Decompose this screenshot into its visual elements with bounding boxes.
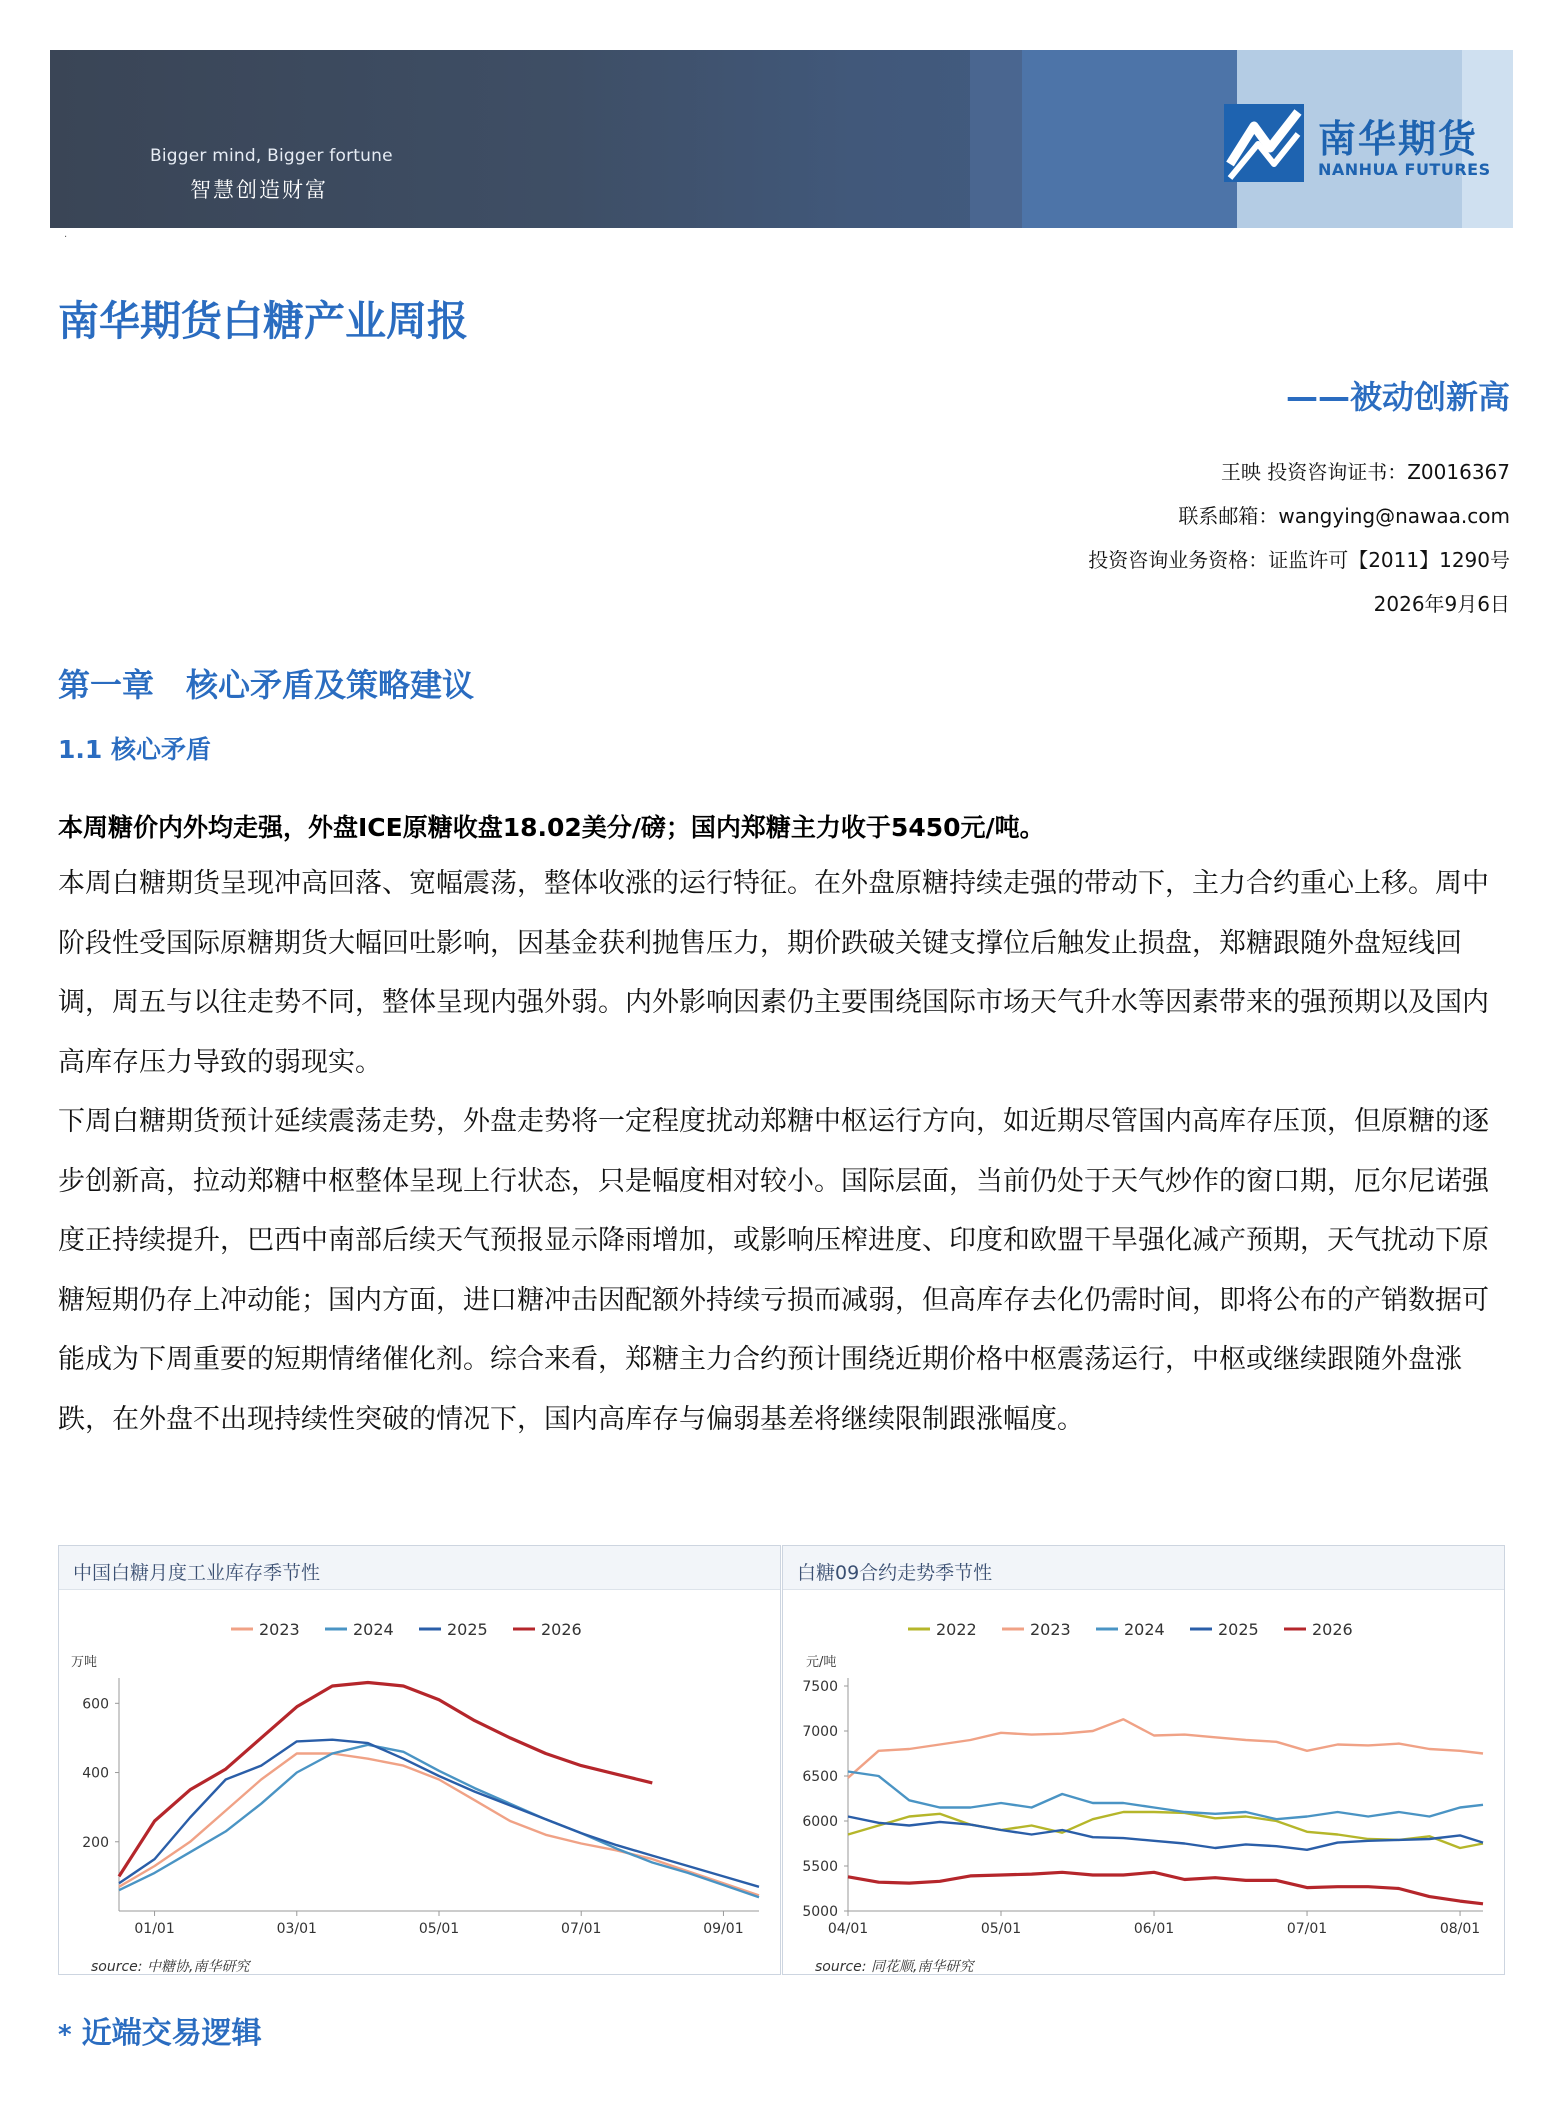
lead-summary: 本周糖价内外均走强，外盘ICE原糖收盘18.02美分/磅；国内郑糖主力收于5450元/吨。: [58, 813, 1045, 842]
y-tick-label: 5000: [802, 1904, 838, 1920]
series-line-2023: [848, 1719, 1483, 1778]
legend-label: 2024: [353, 1620, 394, 1639]
near-term-logic-heading: [58, 2008, 262, 2052]
slogan-english: Bigger mind, Bigger fortune: [150, 146, 393, 166]
paragraph: 下周白糖期货预计延续震荡走势，外盘走势将一定程度扰动郑糖中枢运行方向，如近期尽管国内高库存压顶，但原糖的逐步创新高，拉动郑糖中枢整体呈现上行状态，只是幅度相对较小。国际层面，当前仍处于天气炒作的窗口期，厄尔尼诺强度正持续提升，巴西中南部后续天气预报显示降雨增加，或影响压榨进度、印度和欧盟干旱强化减产预期，天气扰动下原糖短期仍存上冲动能；国内方面，进口糖冲击因配额外持续亏损而减弱，但高库存去化仍需时间，即将公布的产销数据可能成为下周重要的短期情绪催化剂。综合来看，郑糖主力合约预计围绕近期价格中枢震荡运行，中枢或继续跟随外盘涨跌，在外盘不出现持续性突破的情况下，国内高库存与偏弱基差将继续限制跟涨幅度。: [58, 1106, 1489, 1435]
x-tick-label: 03/01: [276, 1921, 317, 1937]
legend-label: 2024: [1124, 1620, 1165, 1639]
panel-title: 白糖09合约走势季节性: [797, 1562, 993, 1584]
heading-text: 近端交易逻辑: [81, 2016, 262, 2051]
banner-stripe: [970, 50, 1022, 228]
banner-stripe: [1022, 50, 1237, 228]
x-tick-label: 07/01: [1286, 1921, 1328, 1937]
x-tick-label: 04/01: [827, 1921, 869, 1937]
y-tick-label: 600: [82, 1696, 109, 1713]
y-axis-label: 万吨: [71, 1655, 98, 1670]
legend-label: 2025: [1218, 1620, 1259, 1639]
y-tick-label: 7500: [802, 1679, 838, 1695]
x-tick-label: 05/01: [418, 1921, 460, 1937]
report-date: 2026年9月6日: [1373, 592, 1510, 616]
series-line-2025: [848, 1817, 1483, 1850]
legend-label: 2023: [1030, 1620, 1071, 1639]
y-tick-label: 6000: [802, 1814, 838, 1830]
legend-label: 2026: [1312, 1620, 1353, 1639]
author-certificate: 王映 投资咨询证书：Z0016367: [1220, 460, 1510, 484]
author-email: 联系邮箱：wangying@nawaa.com: [1178, 504, 1510, 528]
report-subtitle: ——被动创新高: [1285, 378, 1510, 416]
logo-text-english: NANHUA FUTURES: [1318, 160, 1491, 179]
y-tick-label: 7000: [802, 1724, 838, 1740]
legend-label: 2025: [447, 1620, 488, 1639]
license-info: 投资咨询业务资格：证监许可【2011】1290号: [1088, 548, 1510, 572]
section-heading: 1.1 核心矛盾: [58, 735, 211, 764]
report-title: 南华期货白糖产业周报: [58, 297, 468, 345]
legend-label: 2022: [936, 1620, 977, 1639]
nanhua-logo-icon: [1224, 104, 1304, 182]
x-tick-label: 05/01: [980, 1921, 1022, 1937]
legend-label: 2026: [541, 1620, 582, 1639]
y-axis-label: 元/吨: [806, 1655, 837, 1670]
y-tick-label: 5500: [802, 1859, 838, 1875]
x-tick-label: 06/01: [1133, 1921, 1175, 1937]
y-tick-label: 200: [82, 1834, 109, 1851]
asterisk-icon: *: [58, 2020, 72, 2050]
header-banner: [50, 50, 1513, 228]
chart-source: source: 中糖协,南华研究: [91, 1959, 250, 1975]
x-tick-label: 09/01: [703, 1921, 744, 1937]
separator-dot: ·: [64, 232, 68, 243]
chart-panel-inventory: [58, 1545, 781, 1975]
x-tick-label: 07/01: [561, 1921, 602, 1937]
legend-label: 2023: [259, 1620, 300, 1639]
logo-text-chinese: 南华期货: [1318, 117, 1479, 161]
x-tick-label: 08/01: [1439, 1921, 1481, 1937]
slogan-chinese: 智慧创造财富: [190, 178, 328, 202]
y-tick-label: 400: [82, 1765, 109, 1782]
chapter-heading: 第一章 核心矛盾及策略建议: [58, 666, 475, 704]
series-line-2026: [848, 1872, 1483, 1904]
panel-title: 中国白糖月度工业库存季节性: [73, 1562, 321, 1584]
chart-panel-price: [782, 1545, 1505, 1975]
price-seasonal-chart: [783, 1591, 1504, 1951]
inventory-seasonal-chart: [59, 1591, 780, 1951]
chart-source: source: 同花顺,南华研究: [815, 1959, 974, 1975]
y-tick-label: 6500: [802, 1769, 838, 1785]
x-tick-label: 01/01: [134, 1921, 175, 1937]
paragraph: 本周白糖期货呈现冲高回落、宽幅震荡，整体收涨的运行特征。在外盘原糖持续走强的带动下，主力合约重心上移。周中阶段性受国际原糖期货大幅回吐影响，因基金获利抛售压力，期价跌破关键支撑位后触发止损盘，郑糖跟随外盘短线回调，周五与以往走势不同，整体呈现内强外弱。内外影响因素仍主要围绕国际市场天气升水等因素带来的强预期以及国内高库存压力导致的弱现实。: [58, 868, 1489, 1078]
